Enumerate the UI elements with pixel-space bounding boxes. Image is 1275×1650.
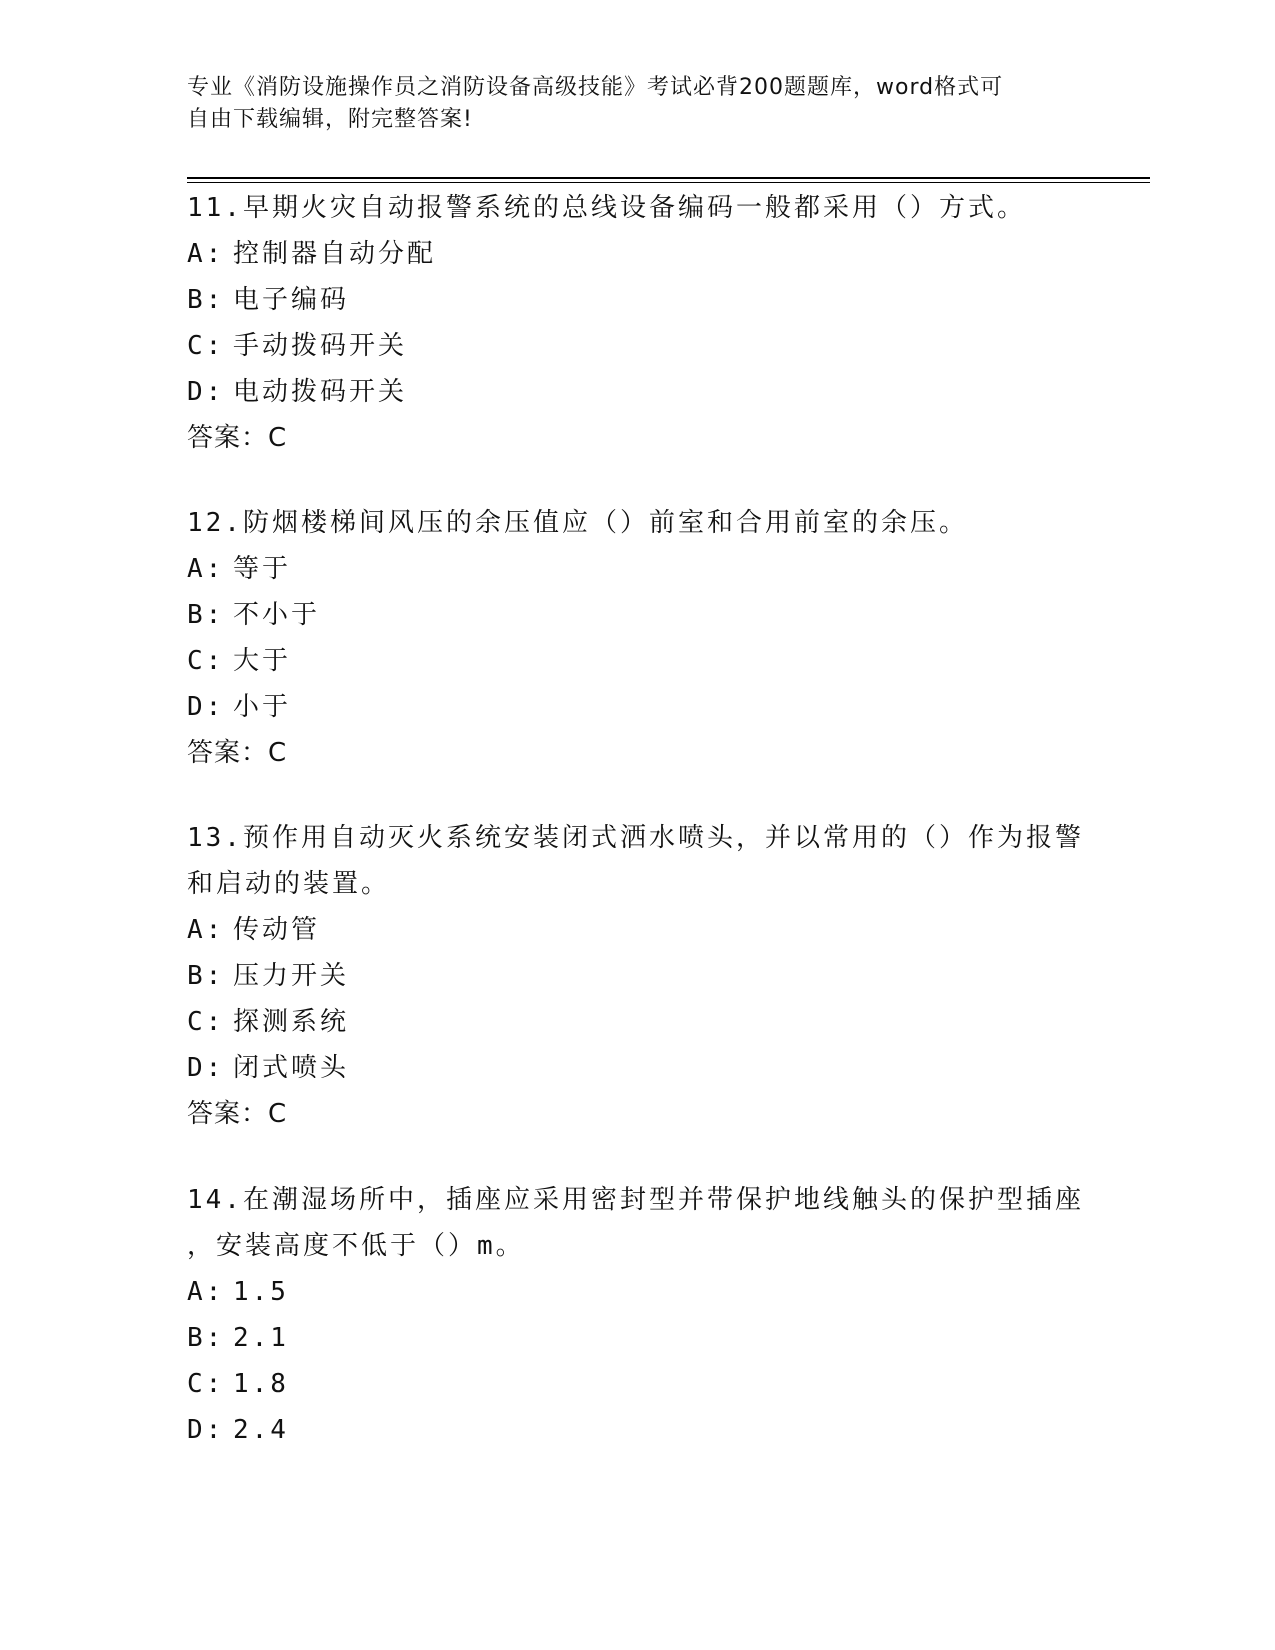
option-a [187, 907, 1087, 953]
document-header [187, 72, 1087, 136]
option-text: 2.1 [233, 1323, 289, 1353]
question-stem: 11.早期火灾自动报警系统的总线设备编码一般都采用（）方式。 [187, 193, 1026, 223]
option-letter: D: [187, 377, 225, 407]
header-divider-thick [187, 177, 1150, 179]
option-letter: A: [187, 1277, 225, 1307]
option-letter: C: [187, 1007, 225, 1037]
answer: 答案：C [187, 423, 288, 453]
option-a [187, 231, 1087, 277]
option-d [187, 1407, 1087, 1453]
option-d [187, 1045, 1087, 1091]
option-text: 2.4 [233, 1415, 289, 1445]
question-12 [187, 500, 1087, 776]
question-13 [187, 815, 1087, 1137]
header-line-1: 专业《消防设施操作员之消防设备高级技能》考试必背200题题库，word格式可 [187, 75, 1004, 100]
option-text: 电动拨码开关 [233, 377, 408, 407]
question-stem: 13.预作用自动灭火系统安装闭式洒水喷头，并以常用的（）作为报警 [187, 823, 1084, 853]
option-d [187, 684, 1087, 730]
option-b [187, 1315, 1087, 1361]
option-letter: C: [187, 1369, 225, 1399]
option-c [187, 323, 1087, 369]
option-text: 大于 [233, 646, 292, 676]
option-letter: B: [187, 1323, 225, 1353]
option-text: 不小于 [233, 600, 321, 630]
option-text: 电子编码 [233, 285, 350, 315]
option-letter: C: [187, 646, 225, 676]
option-letter: B: [187, 285, 225, 315]
option-d [187, 369, 1087, 415]
question-stem-continued: 和启动的装置。 [187, 869, 391, 899]
answer: 答案：C [187, 1099, 288, 1129]
question-stem-continued: ，安装高度不低于（）m。 [187, 1231, 525, 1261]
header-divider-thin [187, 182, 1150, 183]
option-text: 手动拨码开关 [233, 331, 408, 361]
option-letter: D: [187, 692, 225, 722]
option-letter: C: [187, 331, 225, 361]
option-b [187, 953, 1087, 999]
option-text: 1.8 [233, 1369, 289, 1399]
option-letter: A: [187, 239, 225, 269]
header-line-2: 自由下载编辑，附完整答案! [187, 107, 473, 132]
option-a [187, 546, 1087, 592]
option-letter: A: [187, 915, 225, 945]
question-14 [187, 1177, 1087, 1453]
option-letter: B: [187, 600, 225, 630]
option-text: 等于 [233, 554, 292, 584]
option-c [187, 638, 1087, 684]
question-stem: 14.在潮湿场所中，插座应采用密封型并带保护地线触头的保护型插座 [187, 1185, 1084, 1215]
question-11 [187, 185, 1087, 461]
question-stem: 12.防烟楼梯间风压的余压值应（）前室和合用前室的余压。 [187, 508, 968, 538]
option-letter: A: [187, 554, 225, 584]
option-letter: D: [187, 1415, 225, 1445]
option-c [187, 1361, 1087, 1407]
option-text: 小于 [233, 692, 292, 722]
option-text: 传动管 [233, 915, 321, 945]
option-text: 探测系统 [233, 1007, 350, 1037]
option-text: 压力开关 [233, 961, 350, 991]
option-letter: D: [187, 1053, 225, 1083]
option-b [187, 592, 1087, 638]
option-a [187, 1269, 1087, 1315]
option-letter: B: [187, 961, 225, 991]
option-text: 控制器自动分配 [233, 239, 437, 269]
answer: 答案：C [187, 738, 288, 768]
option-c [187, 999, 1087, 1045]
option-text: 闭式喷头 [233, 1053, 350, 1083]
option-b [187, 277, 1087, 323]
option-text: 1.5 [233, 1277, 289, 1307]
